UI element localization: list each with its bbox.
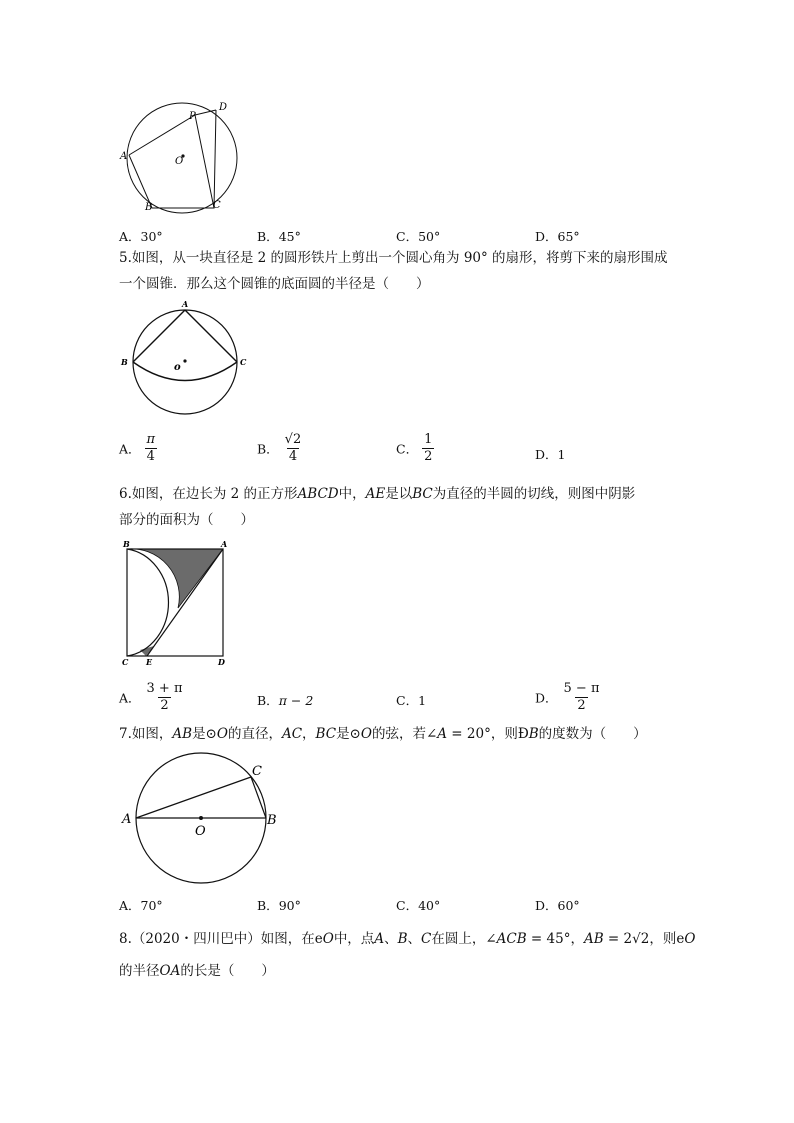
- q8-question-line1: 8.（2020・四川巴中）如图，在eO中，点A、B、C在圆上，∠ACB = 45°，AB = 2√2，则eO: [119, 931, 696, 947]
- q6-question-line2: 部分的面积为（ ）: [119, 512, 254, 528]
- q6-label-d: D: [218, 657, 225, 666]
- q5-label-b: B: [121, 357, 128, 367]
- q6-shaded-region-upper: [127, 549, 223, 608]
- q7-chord-ac: [136, 777, 251, 818]
- q4-label-a: A: [120, 151, 128, 162]
- q7-figure: [118, 750, 283, 890]
- q6-option-a: A． $\frac{3 + \pi}{2}$: [119, 681, 183, 713]
- q7-label-o: O: [195, 824, 206, 839]
- q4-label-d: D: [219, 102, 228, 113]
- q6-option-d: D． $\frac{5 - \pi}{2}$: [535, 681, 600, 713]
- q4-chord-dc: [214, 110, 216, 208]
- q7-label-c: C: [252, 764, 262, 779]
- q7-question: 7.如图，AB是⊙O的直径，AC，BC是⊙O的弦，若∠A = 20°，则ÐB的度数为（ ）: [119, 726, 647, 742]
- q4-option-b: B．45°: [257, 229, 301, 244]
- q7-center-dot: [199, 816, 203, 820]
- q7-option-c: C．40°: [396, 898, 441, 913]
- q4-polygon: [129, 115, 214, 208]
- q5-label-a: A: [182, 299, 189, 309]
- q5-radius-ab: [133, 310, 185, 362]
- q7-label-b: B: [267, 813, 277, 828]
- q6-label-a: A: [221, 539, 228, 549]
- q5-option-c: C． $\frac{1}{2}$: [396, 432, 433, 464]
- q5-question-line1: 5.如图，从一块直径是 2 的圆形铁片上剪出一个圆心角为 90° 的扇形，将剪下来的扇形围成: [119, 250, 668, 266]
- q4-option-d: D．65°: [535, 229, 580, 244]
- q6-label-e: E: [146, 657, 153, 666]
- q5-center-dot: [183, 359, 186, 362]
- q6-option-b: B．π − 2: [257, 693, 314, 708]
- q4-label-c: C: [213, 200, 221, 211]
- q4-figure: [115, 98, 255, 216]
- q6-question-line1: 6.如图，在边长为 2 的正方形ABCD中，AE是以BC为直径的半圆的切线，则图中阴影: [119, 486, 636, 502]
- q5-label-c: C: [240, 357, 247, 367]
- q6-semicircle: [127, 549, 168, 656]
- q7-chord-bc: [251, 777, 266, 818]
- q5-radius-ac: [185, 310, 237, 362]
- q5-sector-arc: [133, 362, 237, 381]
- q6-label-c: C: [122, 657, 129, 666]
- q4-label-p: P: [189, 111, 196, 122]
- q4-option-a: A．30°: [119, 229, 163, 244]
- q4-label-b: B: [145, 202, 153, 213]
- q5-option-d: D．1: [535, 447, 566, 462]
- q5-option-b: B． $\frac{√2}{4}$: [257, 432, 302, 464]
- q7-label-a: A: [122, 812, 132, 827]
- q6-figure: [118, 538, 236, 666]
- q4-label-o: O: [175, 156, 184, 167]
- q5-figure: [118, 298, 253, 416]
- q7-option-b: B．90°: [257, 898, 301, 913]
- q5-question-line2: 一个圆锥．那么这个圆锥的底面圆的半径是（ ）: [119, 276, 430, 292]
- q6-option-c: C．1: [396, 693, 427, 708]
- q6-label-b: B: [123, 539, 130, 549]
- q7-option-a: A．70°: [119, 898, 163, 913]
- q7-option-d: D．60°: [535, 898, 580, 913]
- q5-label-o: o: [174, 362, 181, 373]
- q8-question-line2: 的半径OA的长是（ ）: [119, 963, 275, 979]
- q5-option-a: A． $\frac{\pi}{4}$: [119, 432, 156, 464]
- q4-option-c: C．50°: [396, 229, 441, 244]
